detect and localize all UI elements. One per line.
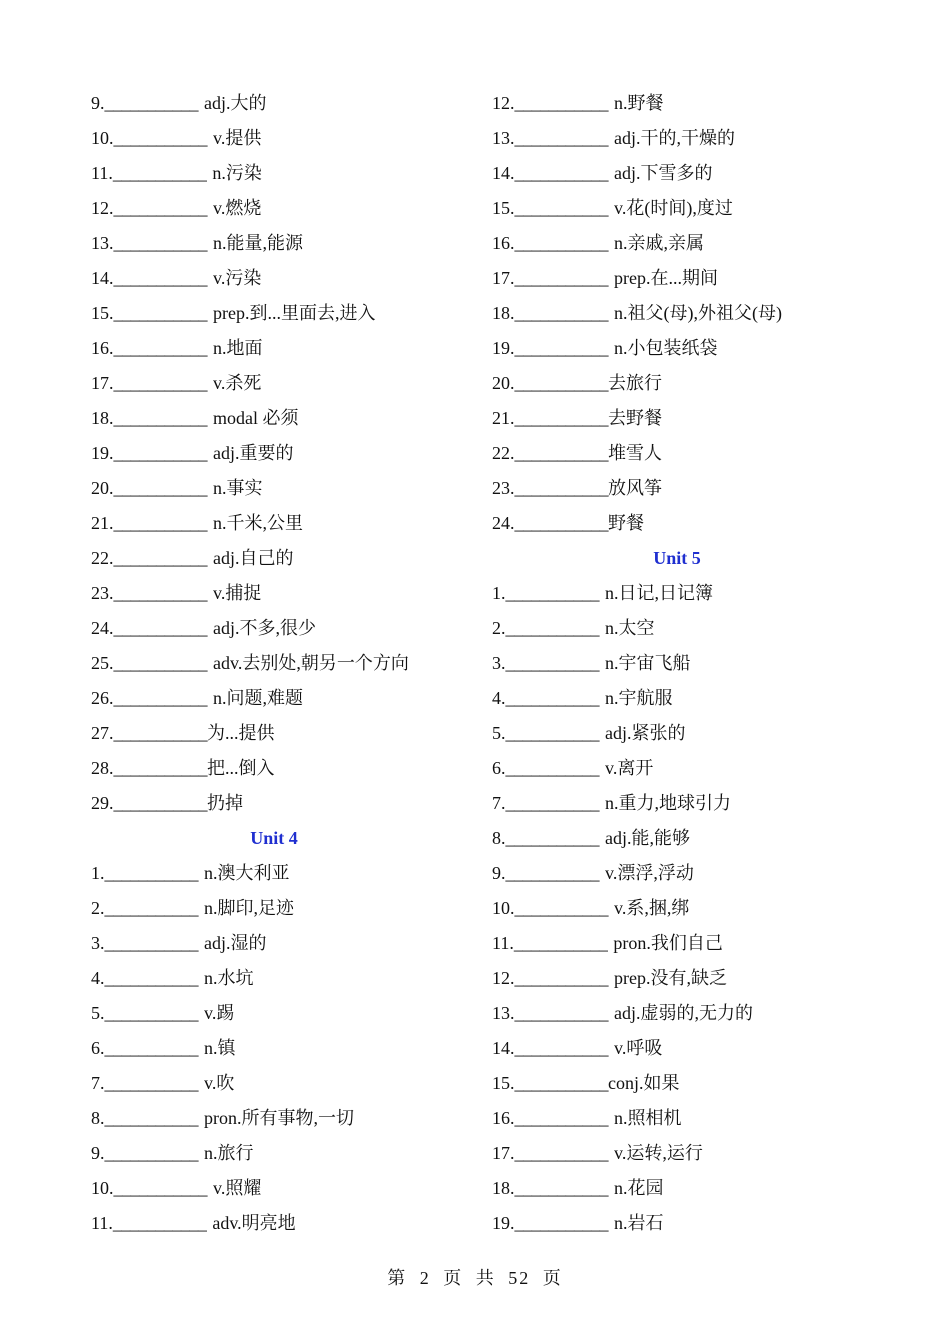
item-number: 6. <box>492 758 506 778</box>
vocab-item <box>492 821 872 856</box>
item-meaning: v.漂浮,浮动 <box>605 863 694 883</box>
vocab-item <box>91 611 471 646</box>
answer-blank: ___________ <box>514 478 608 498</box>
item-meaning: pron.所有事物,一切 <box>204 1108 354 1128</box>
item-number: 5. <box>91 1003 105 1023</box>
item-meaning: 去旅行 <box>608 373 662 393</box>
answer-blank: ___________ <box>113 268 207 288</box>
item-meaning: n.野餐 <box>614 93 664 113</box>
answer-blank: ___________ <box>514 513 608 533</box>
vocab-item <box>492 156 872 191</box>
vocab-item <box>91 576 471 611</box>
answer-blank: ___________ <box>104 933 198 953</box>
footer-label-total: 共 <box>475 1268 496 1288</box>
answer-blank: ___________ <box>113 723 207 743</box>
item-number: 11. <box>91 1213 113 1233</box>
item-number: 15. <box>91 303 114 323</box>
vocab-item <box>91 786 471 821</box>
vocab-item <box>492 856 872 891</box>
item-number: 12. <box>91 198 114 218</box>
item-number: 7. <box>91 1073 105 1093</box>
item-number: 18. <box>492 303 515 323</box>
answer-blank: ___________ <box>104 863 198 883</box>
answer-blank: ___________ <box>514 1143 608 1163</box>
item-meaning: n.岩石 <box>614 1213 664 1233</box>
vocab-item <box>91 86 471 121</box>
answer-blank: ___________ <box>104 1003 198 1023</box>
item-meaning: n.祖父(母),外祖父(母) <box>614 303 782 323</box>
answer-blank: ___________ <box>113 583 207 603</box>
vocab-item <box>91 1101 471 1136</box>
item-number: 18. <box>492 1178 515 1198</box>
item-number: 19. <box>492 1213 515 1233</box>
vocab-item <box>91 1066 471 1101</box>
item-number: 21. <box>91 513 114 533</box>
item-meaning: n.旅行 <box>204 1143 254 1163</box>
item-number: 16. <box>492 1108 515 1128</box>
answer-blank: ___________ <box>112 1213 207 1233</box>
item-meaning: v.系,捆,绑 <box>614 898 690 918</box>
item-meaning: adj.能,能够 <box>605 828 690 848</box>
answer-blank: ___________ <box>514 968 608 988</box>
item-meaning: conj.如果 <box>608 1073 680 1093</box>
item-meaning: 为...提供 <box>207 723 275 743</box>
item-number: 21. <box>492 408 515 428</box>
answer-blank: ___________ <box>113 408 207 428</box>
answer-blank: ___________ <box>514 1038 608 1058</box>
answer-blank: ___________ <box>514 408 608 428</box>
item-meaning: v.照耀 <box>213 1178 262 1198</box>
item-number: 13. <box>492 128 515 148</box>
answer-blank: ___________ <box>505 618 599 638</box>
item-number: 23. <box>492 478 515 498</box>
answer-blank: ___________ <box>514 233 608 253</box>
answer-blank: ___________ <box>505 583 599 603</box>
vocab-item <box>91 1031 471 1066</box>
item-number: 22. <box>91 548 114 568</box>
item-number: 29. <box>91 793 114 813</box>
item-meaning: n.能量,能源 <box>213 233 303 253</box>
answer-blank: ___________ <box>104 1038 198 1058</box>
item-number: 4. <box>91 968 105 988</box>
item-number: 17. <box>492 1143 515 1163</box>
vocab-item <box>492 506 872 541</box>
item-number: 4. <box>492 688 506 708</box>
answer-blank: ___________ <box>113 1178 207 1198</box>
item-meaning: 堆雪人 <box>608 443 662 463</box>
answer-blank: ___________ <box>113 653 207 673</box>
item-meaning: v.呼吸 <box>614 1038 663 1058</box>
vocab-item <box>91 1136 471 1171</box>
answer-blank: ___________ <box>112 163 207 183</box>
answer-blank: ___________ <box>514 93 608 113</box>
answer-blank: ___________ <box>505 793 599 813</box>
item-meaning: adj.紧张的 <box>605 723 686 743</box>
item-meaning: prep.在...期间 <box>614 268 718 288</box>
item-number: 27. <box>91 723 114 743</box>
item-meaning: v.捕捉 <box>213 583 262 603</box>
vocab-item <box>91 541 471 576</box>
vocab-item <box>91 226 471 261</box>
vocab-item <box>91 436 471 471</box>
item-number: 15. <box>492 198 515 218</box>
vocab-item <box>492 751 872 786</box>
item-meaning: 扔掉 <box>207 793 243 813</box>
answer-blank: ___________ <box>113 758 207 778</box>
answer-blank: ___________ <box>514 1003 608 1023</box>
unit-heading: Unit 4 <box>250 828 298 848</box>
vocab-item <box>492 786 872 821</box>
item-meaning: prep.到...里面去,进入 <box>213 303 376 323</box>
answer-blank: ___________ <box>514 198 608 218</box>
vocab-item <box>492 1101 872 1136</box>
item-meaning: v.提供 <box>213 128 262 148</box>
item-meaning: v.燃烧 <box>213 198 262 218</box>
item-number: 1. <box>91 863 105 883</box>
item-number: 11. <box>91 163 113 183</box>
item-number: 12. <box>492 968 515 988</box>
item-meaning: 野餐 <box>608 513 644 533</box>
vocab-item <box>91 1206 471 1241</box>
vocab-item <box>492 891 872 926</box>
item-number: 13. <box>91 233 114 253</box>
item-number: 26. <box>91 688 114 708</box>
item-meaning: n.照相机 <box>614 1108 682 1128</box>
item-number: 11. <box>492 933 514 953</box>
answer-blank: ___________ <box>113 338 207 358</box>
vocab-item <box>492 121 872 156</box>
item-number: 8. <box>492 828 506 848</box>
item-number: 2. <box>492 618 506 638</box>
vocab-item <box>492 926 872 961</box>
item-number: 19. <box>492 338 515 358</box>
item-number: 12. <box>492 93 515 113</box>
item-number: 24. <box>492 513 515 533</box>
vocab-item <box>492 576 872 611</box>
item-number: 6. <box>91 1038 105 1058</box>
answer-blank: ___________ <box>113 443 207 463</box>
item-meaning: n.千米,公里 <box>213 513 303 533</box>
item-meaning: v.离开 <box>605 758 654 778</box>
answer-blank: ___________ <box>514 1073 608 1093</box>
item-meaning: n.地面 <box>213 338 263 358</box>
item-number: 14. <box>492 163 515 183</box>
item-meaning: n.污染 <box>212 163 262 183</box>
vocab-item <box>492 1206 872 1241</box>
item-number: 2. <box>91 898 105 918</box>
answer-blank: ___________ <box>514 1108 608 1128</box>
item-meaning: adj.湿的 <box>204 933 267 953</box>
footer-label-page-unit: 页 <box>443 1268 464 1288</box>
item-meaning: n.亲戚,亲属 <box>614 233 704 253</box>
vocab-item <box>91 261 471 296</box>
item-number: 14. <box>91 268 114 288</box>
answer-blank: ___________ <box>505 653 599 673</box>
answer-blank: ___________ <box>113 513 207 533</box>
answer-blank: ___________ <box>514 898 608 918</box>
answer-blank: ___________ <box>104 1108 198 1128</box>
vocab-item <box>492 611 872 646</box>
vocab-item <box>91 646 471 681</box>
right-column <box>492 86 872 1241</box>
footer-total-pages: 52 <box>508 1268 531 1288</box>
item-meaning: adv.明亮地 <box>212 1213 296 1233</box>
answer-blank: ___________ <box>505 863 599 883</box>
item-meaning: modal 必须 <box>213 408 299 428</box>
item-meaning: adj.下雪多的 <box>614 163 713 183</box>
vocab-item <box>492 436 872 471</box>
item-number: 28. <box>91 758 114 778</box>
answer-blank: ___________ <box>513 933 608 953</box>
item-number: 5. <box>492 723 506 743</box>
item-meaning: pron.我们自己 <box>613 933 723 953</box>
vocab-item <box>91 751 471 786</box>
item-number: 23. <box>91 583 114 603</box>
answer-blank: ___________ <box>514 1178 608 1198</box>
answer-blank: ___________ <box>505 723 599 743</box>
answer-blank: ___________ <box>113 198 207 218</box>
answer-blank: ___________ <box>505 828 599 848</box>
item-number: 8. <box>91 1108 105 1128</box>
vocab-item <box>91 1171 471 1206</box>
item-meaning: prep.没有,缺乏 <box>614 968 727 988</box>
item-meaning: n.宇航服 <box>605 688 673 708</box>
item-meaning: adj.干的,干燥的 <box>614 128 735 148</box>
item-meaning: v.杀死 <box>213 373 262 393</box>
item-meaning: 放风筝 <box>608 478 662 498</box>
answer-blank: ___________ <box>505 758 599 778</box>
answer-blank: ___________ <box>514 268 608 288</box>
item-number: 15. <box>492 1073 515 1093</box>
item-number: 19. <box>91 443 114 463</box>
item-meaning: n.问题,难题 <box>213 688 303 708</box>
vocab-item <box>91 716 471 751</box>
vocab-item <box>91 401 471 436</box>
vocab-item <box>91 156 471 191</box>
answer-blank: ___________ <box>514 443 608 463</box>
footer-current-page: 2 <box>419 1268 431 1288</box>
vocab-item <box>492 191 872 226</box>
item-number: 25. <box>91 653 114 673</box>
answer-blank: ___________ <box>113 478 207 498</box>
answer-blank: ___________ <box>113 303 207 323</box>
answer-blank: ___________ <box>104 1073 198 1093</box>
item-meaning: n.重力,地球引力 <box>605 793 731 813</box>
item-number: 18. <box>91 408 114 428</box>
item-number: 20. <box>91 478 114 498</box>
item-number: 10. <box>91 128 114 148</box>
item-meaning: adj.大的 <box>204 93 267 113</box>
vocab-item <box>91 891 471 926</box>
vocab-item <box>492 401 872 436</box>
answer-blank: ___________ <box>104 898 198 918</box>
vocab-item <box>91 471 471 506</box>
vocab-item <box>492 646 872 681</box>
item-number: 10. <box>91 1178 114 1198</box>
vocab-item <box>91 331 471 366</box>
answer-blank: ___________ <box>104 968 198 988</box>
answer-blank: ___________ <box>514 163 608 183</box>
item-number: 9. <box>91 93 105 113</box>
item-meaning: v.污染 <box>213 268 262 288</box>
footer-label-total-unit: 页 <box>542 1268 563 1288</box>
item-number: 16. <box>492 233 515 253</box>
vocab-item <box>492 1031 872 1066</box>
answer-blank: ___________ <box>505 688 599 708</box>
item-meaning: n.花园 <box>614 1178 664 1198</box>
item-meaning: adj.重要的 <box>213 443 294 463</box>
item-meaning: n.镇 <box>204 1038 236 1058</box>
vocab-item <box>492 471 872 506</box>
vocab-item <box>91 366 471 401</box>
vocab-item <box>492 1171 872 1206</box>
item-meaning: v.吹 <box>204 1073 235 1093</box>
answer-blank: ___________ <box>113 688 207 708</box>
vocab-item <box>492 366 872 401</box>
left-column <box>91 86 471 1241</box>
item-number: 22. <box>492 443 515 463</box>
vocab-item <box>91 856 471 891</box>
item-meaning: n.脚印,足迹 <box>204 898 294 918</box>
item-meaning: 把...倒入 <box>207 758 275 778</box>
item-meaning: n.太空 <box>605 618 655 638</box>
vocab-item <box>91 996 471 1031</box>
item-meaning: n.澳大利亚 <box>204 863 290 883</box>
vocab-item <box>91 926 471 961</box>
unit-heading: Unit 5 <box>653 548 701 568</box>
item-number: 3. <box>492 653 506 673</box>
item-number: 17. <box>91 373 114 393</box>
vocab-item <box>492 1136 872 1171</box>
answer-blank: ___________ <box>104 93 198 113</box>
item-meaning: n.小包装纸袋 <box>614 338 718 358</box>
vocab-item <box>492 261 872 296</box>
vocab-item <box>492 296 872 331</box>
vocab-item <box>492 716 872 751</box>
item-number: 14. <box>492 1038 515 1058</box>
item-meaning: n.日记,日记簿 <box>605 583 713 603</box>
vocab-item <box>492 996 872 1031</box>
answer-blank: ___________ <box>514 373 608 393</box>
item-number: 10. <box>492 898 515 918</box>
answer-blank: ___________ <box>113 793 207 813</box>
answer-blank: ___________ <box>113 373 207 393</box>
item-number: 17. <box>492 268 515 288</box>
vocab-item <box>492 226 872 261</box>
answer-blank: ___________ <box>113 618 207 638</box>
vocab-item <box>492 681 872 716</box>
item-meaning: adj.虚弱的,无力的 <box>614 1003 753 1023</box>
item-meaning: n.水坑 <box>204 968 254 988</box>
answer-blank: ___________ <box>514 303 608 323</box>
vocab-item <box>492 86 872 121</box>
item-meaning: v.花(时间),度过 <box>614 198 733 218</box>
item-meaning: adj.不多,很少 <box>213 618 316 638</box>
item-meaning: n.事实 <box>213 478 263 498</box>
item-number: 3. <box>91 933 105 953</box>
page-footer <box>0 1264 950 1290</box>
item-number: 13. <box>492 1003 515 1023</box>
item-number: 16. <box>91 338 114 358</box>
answer-blank: ___________ <box>113 128 207 148</box>
answer-blank: ___________ <box>514 1213 608 1233</box>
footer-label-page: 第 <box>387 1268 408 1288</box>
vocab-item <box>91 506 471 541</box>
vocab-item <box>492 331 872 366</box>
item-number: 9. <box>492 863 506 883</box>
vocab-item <box>91 121 471 156</box>
item-meaning: v.踢 <box>204 1003 235 1023</box>
answer-blank: ___________ <box>113 233 207 253</box>
answer-blank: ___________ <box>104 1143 198 1163</box>
item-meaning: adv.去别处,朝另一个方向 <box>213 653 409 673</box>
vocab-item <box>492 961 872 996</box>
item-meaning: 去野餐 <box>608 408 662 428</box>
item-meaning: adj.自己的 <box>213 548 294 568</box>
answer-blank: ___________ <box>514 128 608 148</box>
item-number: 7. <box>492 793 506 813</box>
item-meaning: n.宇宙飞船 <box>605 653 691 673</box>
item-number: 24. <box>91 618 114 638</box>
item-number: 20. <box>492 373 515 393</box>
item-number: 9. <box>91 1143 105 1163</box>
vocab-item <box>91 961 471 996</box>
vocab-item <box>91 191 471 226</box>
item-number: 1. <box>492 583 506 603</box>
vocab-item <box>91 681 471 716</box>
answer-blank: ___________ <box>113 548 207 568</box>
item-meaning: v.运转,运行 <box>614 1143 703 1163</box>
vocab-item <box>91 296 471 331</box>
answer-blank: ___________ <box>514 338 608 358</box>
vocab-item <box>492 1066 872 1101</box>
